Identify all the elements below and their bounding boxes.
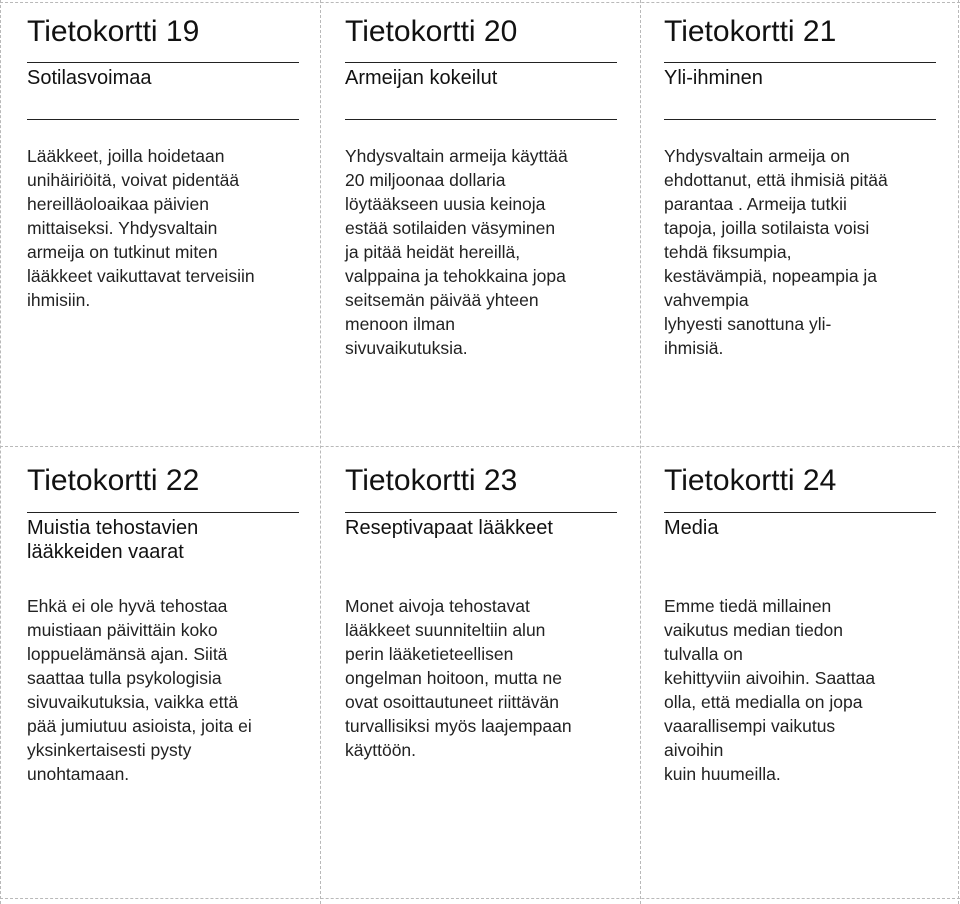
body-line: perin lääketieteellisen <box>345 644 514 664</box>
card-body <box>664 144 888 360</box>
card-body <box>345 144 568 360</box>
title-rule <box>664 62 936 63</box>
card-title: Tietokortti 22 <box>27 464 200 497</box>
body-line: sivuvaikutuksia. <box>345 338 468 358</box>
card-body <box>664 594 875 786</box>
subtitle-rule <box>345 119 617 120</box>
body-line: Ehkä ei ole hyvä tehostaa <box>27 596 228 616</box>
subtitle-line: Media <box>664 517 719 539</box>
body-line: kuin huumeilla. <box>664 764 781 784</box>
body-line: unohtamaan. <box>27 764 130 784</box>
body-line: unihäiriöitä, voivat pidentää <box>27 170 240 190</box>
body-line: ja pitää heidät hereillä, <box>345 242 521 262</box>
body-line: kestävämpiä, nopeampia ja <box>664 266 878 286</box>
card-body <box>27 594 252 786</box>
title-rule <box>345 62 617 63</box>
body-line: hereilläoloaikaa päivien <box>27 194 209 214</box>
body-line: lääkkeet vaikuttavat terveisiin <box>27 266 255 286</box>
card-body <box>345 594 572 762</box>
body-line: armeija on tutkinut miten <box>27 242 218 262</box>
body-line: estää sotilaiden väsyminen <box>345 218 556 238</box>
cut-line-vertical <box>640 0 641 904</box>
body-line: loppuelämänsä ajan. Siitä <box>27 644 228 664</box>
body-line: käyttöön. <box>345 740 417 760</box>
body-line: tehdä fiksumpia, <box>664 242 792 262</box>
card-subtitle <box>345 516 553 540</box>
body-line: vahvempia <box>664 290 749 310</box>
body-line: tapoja, joilla sotilaista voisi <box>664 218 870 238</box>
card-title: Tietokortti 23 <box>345 464 518 497</box>
title-rule <box>664 512 936 513</box>
subtitle-line: lääkkeiden vaarat <box>27 541 184 563</box>
card-subtitle <box>27 66 152 90</box>
body-line: vaikutus median tiedon <box>664 620 843 640</box>
body-line: Yhdysvaltain armeija käyttää <box>345 146 568 166</box>
subtitle-line: Yli-ihminen <box>664 67 763 89</box>
cut-line-vertical <box>958 0 959 904</box>
card-title: Tietokortti 20 <box>345 15 518 48</box>
cut-line-vertical <box>320 0 321 904</box>
cut-line-horizontal <box>0 446 960 447</box>
body-line: aivoihin <box>664 740 724 760</box>
card-title: Tietokortti 24 <box>664 464 837 497</box>
body-line: löytääkseen uusia keinoja <box>345 194 546 214</box>
cut-line-vertical <box>0 0 1 904</box>
body-line: mittaiseksi. Yhdysvaltain <box>27 218 218 238</box>
body-line: muistiaan päivittäin koko <box>27 620 218 640</box>
body-line: sivuvaikutuksia, vaikka että <box>27 692 239 712</box>
body-line: olla, että medialla on jopa <box>664 692 863 712</box>
body-line: vaarallisempi vaikutus <box>664 716 836 736</box>
body-line: ehdottanut, että ihmisiä pitää <box>664 170 888 190</box>
body-line: 20 miljoonaa dollaria <box>345 170 506 190</box>
card-subtitle <box>345 66 497 90</box>
body-line: seitsemän päivää yhteen <box>345 290 539 310</box>
body-line: saattaa tulla psykologisia <box>27 668 222 688</box>
body-line: Emme tiedä millainen <box>664 596 832 616</box>
title-rule <box>27 512 299 513</box>
body-line: ihmisiä. <box>664 338 724 358</box>
cut-line-horizontal <box>0 898 960 899</box>
card-subtitle <box>664 516 718 540</box>
subtitle-line: Sotilasvoimaa <box>27 67 152 89</box>
card-title: Tietokortti 21 <box>664 15 837 48</box>
body-line: lyhyesti sanottuna yli- <box>664 314 832 334</box>
title-rule <box>27 62 299 63</box>
body-line: Lääkkeet, joilla hoidetaan <box>27 146 225 166</box>
body-line: ihmisiin. <box>27 290 91 310</box>
body-line: lääkkeet suunniteltiin alun <box>345 620 546 640</box>
card-title: Tietokortti 19 <box>27 15 200 48</box>
subtitle-line: Muistia tehostavien <box>27 517 199 539</box>
body-line: ongelman hoitoon, mutta ne <box>345 668 562 688</box>
card-subtitle <box>664 66 763 90</box>
card-subtitle <box>27 516 198 564</box>
body-line: valppaina ja tehokkaina jopa <box>345 266 566 286</box>
cut-line-horizontal <box>0 2 960 3</box>
subtitle-line: Armeijan kokeilut <box>345 67 498 89</box>
card-body <box>27 144 255 312</box>
title-rule <box>345 512 617 513</box>
body-line: yksinkertaisesti pysty <box>27 740 192 760</box>
body-line: Monet aivoja tehostavat <box>345 596 530 616</box>
body-line: parantaa . Armeija tutkii <box>664 194 847 214</box>
body-line: ovat osoittautuneet riittävän <box>345 692 560 712</box>
body-line: turvallisiksi myös laajempaan <box>345 716 572 736</box>
subtitle-rule <box>664 119 936 120</box>
body-line: tulvalla on <box>664 644 743 664</box>
body-line: menoon ilman <box>345 314 455 334</box>
subtitle-rule <box>27 119 299 120</box>
body-line: Yhdysvaltain armeija on <box>664 146 850 166</box>
body-line: kehittyviin aivoihin. Saattaa <box>664 668 876 688</box>
subtitle-line: Reseptivapaat lääkkeet <box>345 517 553 539</box>
body-line: pää jumiutuu asioista, joita ei <box>27 716 252 736</box>
